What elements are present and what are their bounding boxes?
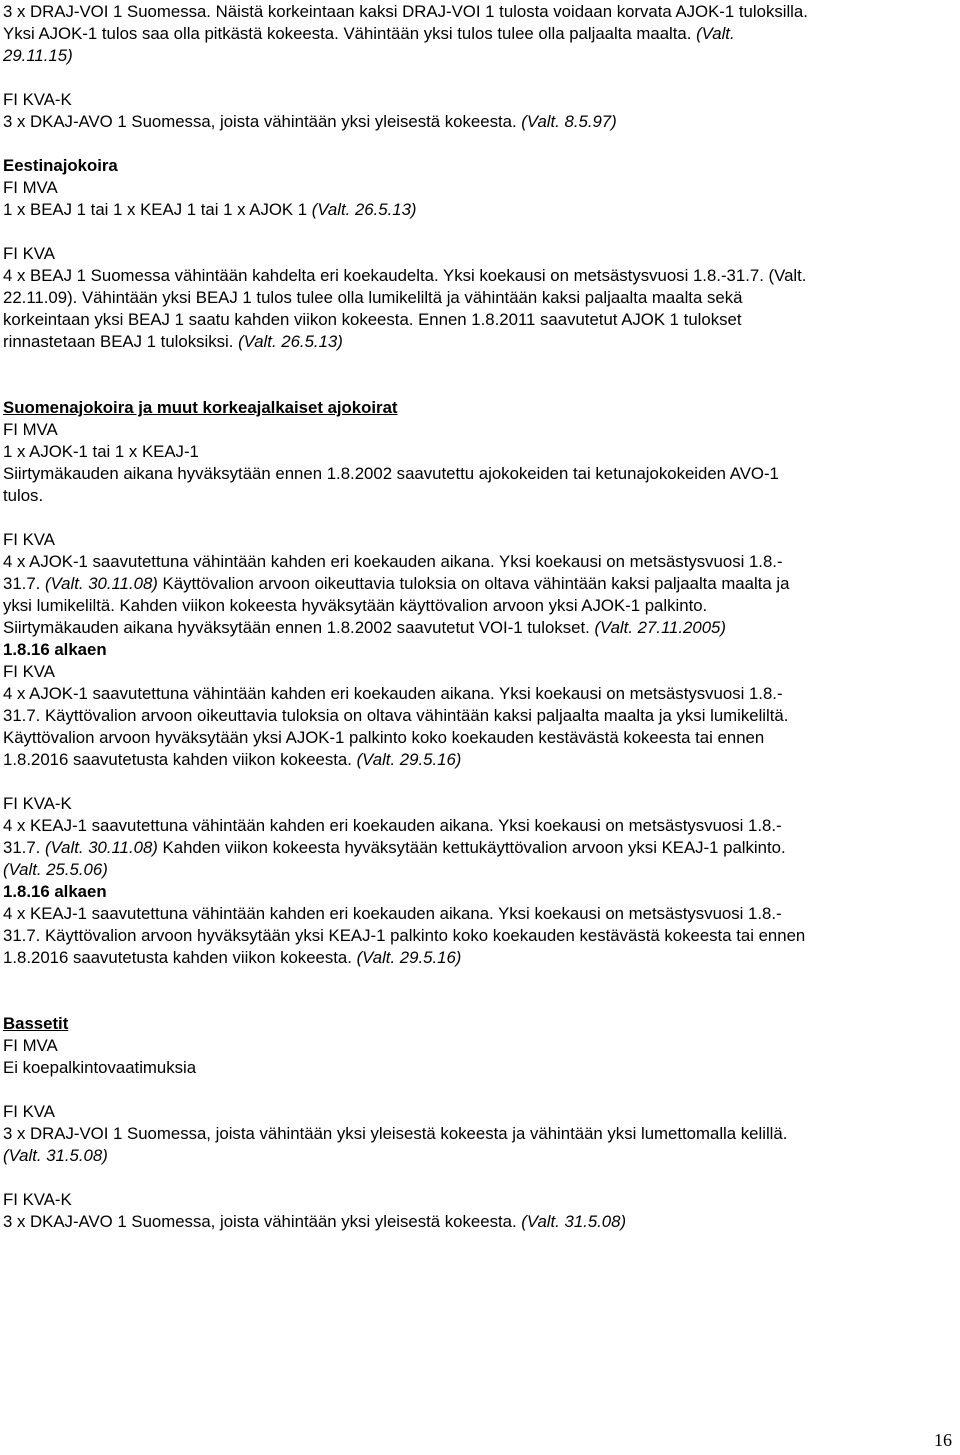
heading-text: Suomenajokoira ja muut korkeajalkaiset ajokoirat: [3, 398, 398, 417]
text-line: [3, 1101, 948, 1123]
page-number: 16: [934, 1430, 952, 1450]
text-run: 1 x BEAJ 1 tai 1 x KEAJ 1 tai 1 x AJOK 1: [3, 200, 312, 219]
text-run: FI KVA: [3, 530, 55, 549]
blank-line: [3, 67, 948, 89]
blank-line: [3, 507, 948, 529]
text-line: [3, 947, 948, 969]
text-line: [3, 595, 948, 617]
text-line: [3, 45, 948, 67]
text-run: 4 x AJOK-1 saavutettuna vähintään kahden eri koekauden aikana. Yksi koekausi on metsästysvuosi 1.8.-: [3, 552, 783, 571]
text-line: [3, 815, 948, 837]
italic-text: (Valt. 25.5.06): [3, 860, 108, 879]
text-line: [3, 1145, 948, 1167]
text-line: [3, 859, 948, 881]
text-run: FI KVA-K: [3, 794, 72, 813]
text-run: korkeintaan yksi BEAJ 1 saatu kahden viikon kokeesta. Ennen 1.8.2011 saavutetut AJOK 1 tulokset: [3, 310, 742, 329]
text-line: [3, 1013, 948, 1035]
text-line: [3, 749, 948, 771]
text-line: [3, 639, 948, 661]
text-line: [3, 793, 948, 815]
text-line: [3, 265, 948, 287]
text-run: FI KVA: [3, 1102, 55, 1121]
text-line: [3, 925, 948, 947]
text-run: FI KVA: [3, 662, 55, 681]
text-line: [3, 485, 948, 507]
text-run: FI MVA: [3, 178, 58, 197]
text-line: [3, 287, 948, 309]
text-run: tulos.: [3, 486, 44, 505]
text-run: 4 x AJOK-1 saavutettuna vähintään kahden eri koekauden aikana. Yksi koekausi on metsästysvuosi 1.8.-: [3, 684, 783, 703]
text-run: Siirtymäkauden aikana hyväksytään ennen 1.8.2002 saavutetut VOI-1 tulokset.: [3, 618, 595, 637]
text-line: [3, 1057, 948, 1079]
text-line: [3, 1, 948, 23]
text-line: [3, 551, 948, 573]
text-line: [3, 837, 948, 859]
heading-text: 1.8.16 alkaen: [3, 882, 107, 901]
text-line: [3, 331, 948, 353]
text-line: [3, 199, 948, 221]
text-run: FI MVA: [3, 1036, 58, 1055]
italic-text: (Valt. 26.5.13): [311, 200, 417, 219]
text-line: [3, 705, 948, 727]
text-run: 3 x DRAJ-VOI 1 Suomessa. Näistä korkeintaan kaksi DRAJ-VOI 1 tulosta voidaan korvata AJOK-1 tuloksilla.: [3, 2, 808, 21]
text-run: 4 x KEAJ-1 saavutettuna vähintään kahden eri koekauden aikana. Yksi koekausi on metsästysvuosi 1.8.-: [3, 816, 782, 835]
blank-line: [3, 1079, 948, 1101]
blank-line: [3, 375, 948, 397]
italic-text: (Valt. 30.11.08): [45, 838, 158, 857]
text-run: 3 x DKAJ-AVO 1 Suomessa, joista vähintään yksi yleisestä kokeesta.: [3, 112, 522, 131]
blank-line: [3, 133, 948, 155]
text-line: [3, 309, 948, 331]
text-line: [3, 463, 948, 485]
blank-line: [3, 353, 948, 375]
text-line: [3, 1189, 948, 1211]
italic-text: (Valt. 29.5.16): [356, 948, 462, 967]
text-line: [3, 727, 948, 749]
text-run: FI KVA: [3, 244, 55, 263]
text-line: [3, 683, 948, 705]
text-line: [3, 243, 948, 265]
text-line: [3, 89, 948, 111]
heading-text: Eestinajokoira: [3, 156, 118, 175]
text-run: Kahden viikon kokeesta hyväksytään kettukäyttövalion arvoon yksi KEAJ-1 palkinto.: [157, 838, 786, 857]
blank-line: [3, 221, 948, 243]
text-line: [3, 1211, 948, 1233]
text-line: [3, 419, 948, 441]
text-line: [3, 397, 948, 419]
text-line: [3, 903, 948, 925]
text-run: 1 x AJOK-1 tai 1 x KEAJ-1: [3, 442, 199, 461]
italic-text: (Valt. 29.5.16): [356, 750, 462, 769]
heading-text: 1.8.16 alkaen: [3, 640, 107, 659]
italic-text: (Valt. 8.5.97): [521, 112, 617, 131]
text-run: rinnastetaan BEAJ 1 tuloksiksi.: [3, 332, 239, 351]
heading-text: Bassetit: [3, 1014, 69, 1033]
text-run: 31.7.: [3, 574, 45, 593]
text-run: FI MVA: [3, 420, 58, 439]
text-line: [3, 1035, 948, 1057]
italic-text: 29.11.15): [3, 46, 73, 65]
text-run: 3 x DRAJ-VOI 1 Suomessa, joista vähintään yksi yleisestä kokeesta ja vähintään yksi lumettomalla kelillä.: [3, 1124, 788, 1143]
text-run: 31.7.: [3, 838, 45, 857]
text-line: [3, 111, 948, 133]
text-line: [3, 617, 948, 639]
italic-text: (Valt. 31.5.08): [521, 1212, 627, 1231]
text-run: 3 x DKAJ-AVO 1 Suomessa, joista vähintään yksi yleisestä kokeesta.: [3, 1212, 522, 1231]
text-line: [3, 177, 948, 199]
text-line: [3, 573, 948, 595]
text-line: [3, 529, 948, 551]
text-run: 4 x BEAJ 1 Suomessa vähintään kahdelta eri koekaudelta. Yksi koekausi on metsästysvuosi 1.8.-31.7. (Valt.: [3, 266, 807, 285]
text-run: Käyttövalion arvoon oikeuttavia tuloksia on oltava vähintään kaksi paljaalta maalta ja: [157, 574, 790, 593]
text-run: Käyttövalion arvoon hyväksytään yksi AJOK-1 palkinto koko koekauden kestävästä kokeesta tai ennen: [3, 728, 765, 747]
text-run: FI KVA-K: [3, 1190, 72, 1209]
italic-text: (Valt.: [696, 24, 735, 43]
text-line: [3, 441, 948, 463]
text-run: Yksi AJOK-1 tulos saa olla pitkästä kokeesta. Vähintään yksi tulos tulee olla paljaalta maalta.: [3, 24, 697, 43]
blank-line: [3, 771, 948, 793]
blank-line: [3, 969, 948, 991]
text-run: 1.8.2016 saavutetusta kahden viikon kokeesta.: [3, 750, 357, 769]
text-run: 31.7. Käyttövalion arvoon hyväksytään yksi KEAJ-1 palkinto koko koekauden kestävästä kokeesta tai ennen: [3, 926, 806, 945]
text-run: Siirtymäkauden aikana hyväksytään ennen 1.8.2002 saavutettu ajokokeiden tai ketunajokokeiden AVO-1: [3, 464, 779, 483]
text-line: [3, 155, 948, 177]
text-line: [3, 1123, 948, 1145]
text-run: 22.11.09). Vähintään yksi BEAJ 1 tulos tulee olla lumikeliltä ja vähintään kaksi paljaalta maalta sekä: [3, 288, 743, 307]
text-line: [3, 661, 948, 683]
text-run: yksi lumikeliltä. Kahden viikon kokeesta hyväksytään käyttövalion arvoon yksi AJOK-1 palkinto.: [3, 596, 708, 615]
text-run: FI KVA-K: [3, 90, 72, 109]
text-run: 31.7. Käyttövalion arvoon oikeuttavia tuloksia on oltava vähintään kaksi paljaalta maalta ja yksi lumikeliltä.: [3, 706, 789, 725]
blank-line: [3, 991, 948, 1013]
italic-text: (Valt. 27.11.2005): [594, 618, 726, 637]
text-run: 4 x KEAJ-1 saavutettuna vähintään kahden eri koekauden aikana. Yksi koekausi on metsästysvuosi 1.8.-: [3, 904, 782, 923]
italic-text: (Valt. 30.11.08): [45, 574, 158, 593]
document-page: [3, 1, 948, 1233]
text-run: 1.8.2016 saavutetusta kahden viikon kokeesta.: [3, 948, 357, 967]
italic-text: (Valt. 31.5.08): [3, 1146, 108, 1165]
text-line: [3, 23, 948, 45]
text-run: Ei koepalkintovaatimuksia: [3, 1058, 197, 1077]
blank-line: [3, 1167, 948, 1189]
italic-text: (Valt. 26.5.13): [238, 332, 343, 351]
text-line: [3, 881, 948, 903]
